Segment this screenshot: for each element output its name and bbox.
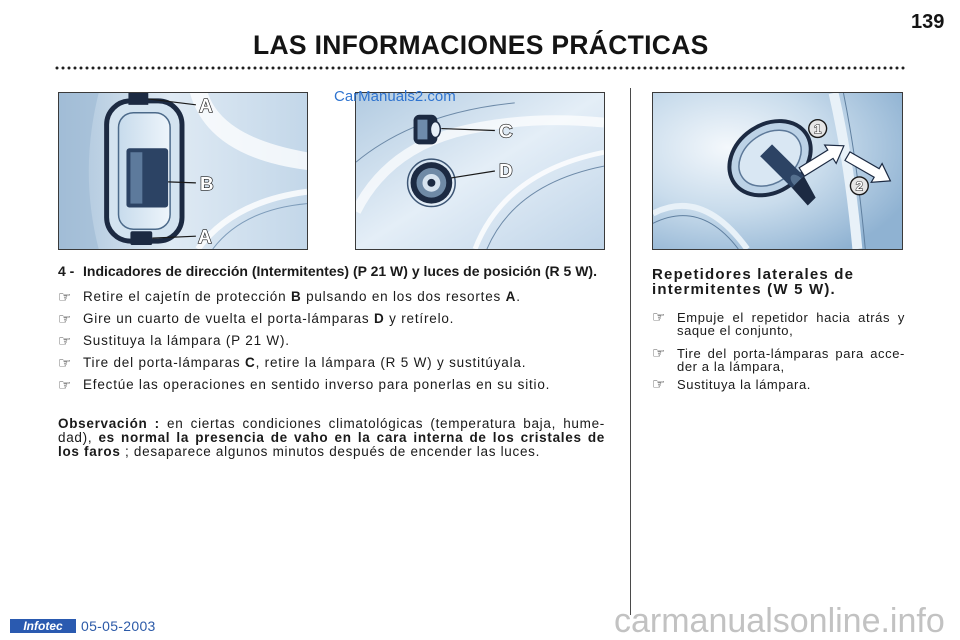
- heading-line: Repetidores laterales de: [652, 266, 855, 283]
- instruction-step: [58, 355, 618, 371]
- figure-1-illustration: [59, 93, 307, 249]
- retaining-spring-top: [128, 93, 148, 105]
- text-segment: ; desaparece algunos minutos después de encender las luces.: [120, 444, 541, 459]
- text-segment: , retire la lámpara (R 5 W) y sustitúyala.: [255, 355, 527, 370]
- part-reference: B: [290, 289, 302, 304]
- pointing-hand-icon: [58, 377, 71, 393]
- figure-lamp-holders: [355, 92, 605, 250]
- callout-label-a-top: A: [199, 94, 213, 116]
- part-reference: A: [505, 289, 517, 304]
- emphasis-text: los faros: [58, 444, 121, 459]
- pointing-hand-icon: [652, 309, 665, 325]
- instruction-text: [83, 377, 550, 393]
- protective-cover-b: [126, 148, 168, 207]
- part-reference: C: [245, 355, 256, 370]
- lamp-holder-c: [414, 115, 441, 145]
- repeater-step-text: [677, 347, 905, 373]
- repeater-step: [652, 347, 905, 373]
- repeater-step-text: [677, 311, 905, 337]
- text-segment: Efectúe las operaciones en sentido inverso para ponerlas en su sitio.: [83, 377, 551, 392]
- step-number-2: 2: [855, 178, 863, 194]
- text-segment: y retírelo.: [384, 311, 455, 326]
- watermark-bottom: carmanualsonline.info: [614, 602, 945, 640]
- text-line: Empuje el repetidor hacia atrás y: [677, 310, 905, 325]
- section-number: 4 -: [58, 263, 75, 279]
- retaining-spring-bottom: [130, 231, 152, 245]
- instruction-step: [58, 289, 618, 305]
- instruction-step: [58, 333, 618, 349]
- pointing-hand-icon: [58, 355, 71, 371]
- dotted-rule: [55, 64, 907, 72]
- callout-label-c: C: [498, 120, 513, 142]
- lamp-holder-d: [408, 159, 456, 206]
- note-label: Observación :: [58, 416, 160, 431]
- figure-2-illustration: [356, 93, 604, 249]
- pointing-hand-icon: [652, 345, 665, 361]
- heading-line: intermitentes (W 5 W).: [652, 281, 836, 298]
- repeater-step-text: [677, 378, 905, 391]
- step-number-1: 1: [814, 121, 822, 137]
- text-segment: pulsando en los dos resortes: [301, 289, 506, 304]
- emphasis-text: es normal la presencia de vaho en la cara interna de los cristales de: [98, 430, 605, 445]
- pointing-hand-icon: [58, 333, 71, 349]
- pointing-hand-icon: [652, 376, 665, 392]
- infotec-logo: Infotec: [10, 619, 76, 633]
- text-segment: Retire el cajetín de protección: [83, 289, 291, 304]
- text-line: Sustituya la lámpara.: [677, 377, 811, 392]
- page-number: 139: [911, 11, 945, 33]
- observation-note: [58, 417, 605, 459]
- pointing-hand-icon: [58, 311, 71, 327]
- figure-3-illustration: [653, 93, 902, 249]
- instruction-text: [83, 311, 454, 327]
- print-date: 05-05-2003: [81, 618, 156, 634]
- repeater-step: [652, 311, 905, 337]
- note-line: [58, 431, 605, 445]
- figure-side-repeater: [652, 92, 903, 250]
- callout-label-d: D: [498, 159, 513, 181]
- instruction-text: [83, 289, 521, 305]
- text-segment: en ciertas condiciones climatológicas (temperatura baja, hume-: [159, 416, 605, 431]
- instruction-step: [58, 377, 618, 393]
- part-reference: D: [374, 311, 385, 326]
- watermark-top: CarManuals2.com: [334, 88, 456, 105]
- pointing-hand-icon: [58, 289, 71, 305]
- text-segment: .: [516, 289, 521, 304]
- repeater-heading: [652, 267, 854, 297]
- callout-label-b: B: [200, 172, 214, 194]
- repeater-step: [652, 378, 905, 404]
- instruction-text: [83, 355, 526, 371]
- text-segment: Sustituya la lámpara (P 21 W).: [83, 333, 290, 348]
- figure-indicator-housing: [58, 92, 308, 250]
- text-line: der a la lámpara,: [677, 359, 785, 374]
- note-line: [58, 445, 605, 459]
- text-segment: dad),: [58, 430, 99, 445]
- text-line: Tire del porta-lámparas para acce-: [677, 346, 905, 361]
- instruction-text: [83, 333, 290, 349]
- callout-label-a-bottom: A: [198, 226, 212, 248]
- text-line: saque el conjunto,: [677, 323, 794, 338]
- text-segment: Tire del porta-lámparas: [83, 355, 246, 370]
- column-divider: [630, 88, 631, 615]
- section-heading: Indicadores de dirección (Intermitentes) (P 21 W) y luces de posición (R 5 W).: [83, 263, 597, 279]
- note-line: [58, 417, 605, 431]
- page-title: LAS INFORMACIONES PRÁCTICAS: [253, 30, 709, 60]
- instruction-step: [58, 311, 618, 327]
- text-segment: Gire un cuarto de vuelta el porta-lámparas: [83, 311, 375, 326]
